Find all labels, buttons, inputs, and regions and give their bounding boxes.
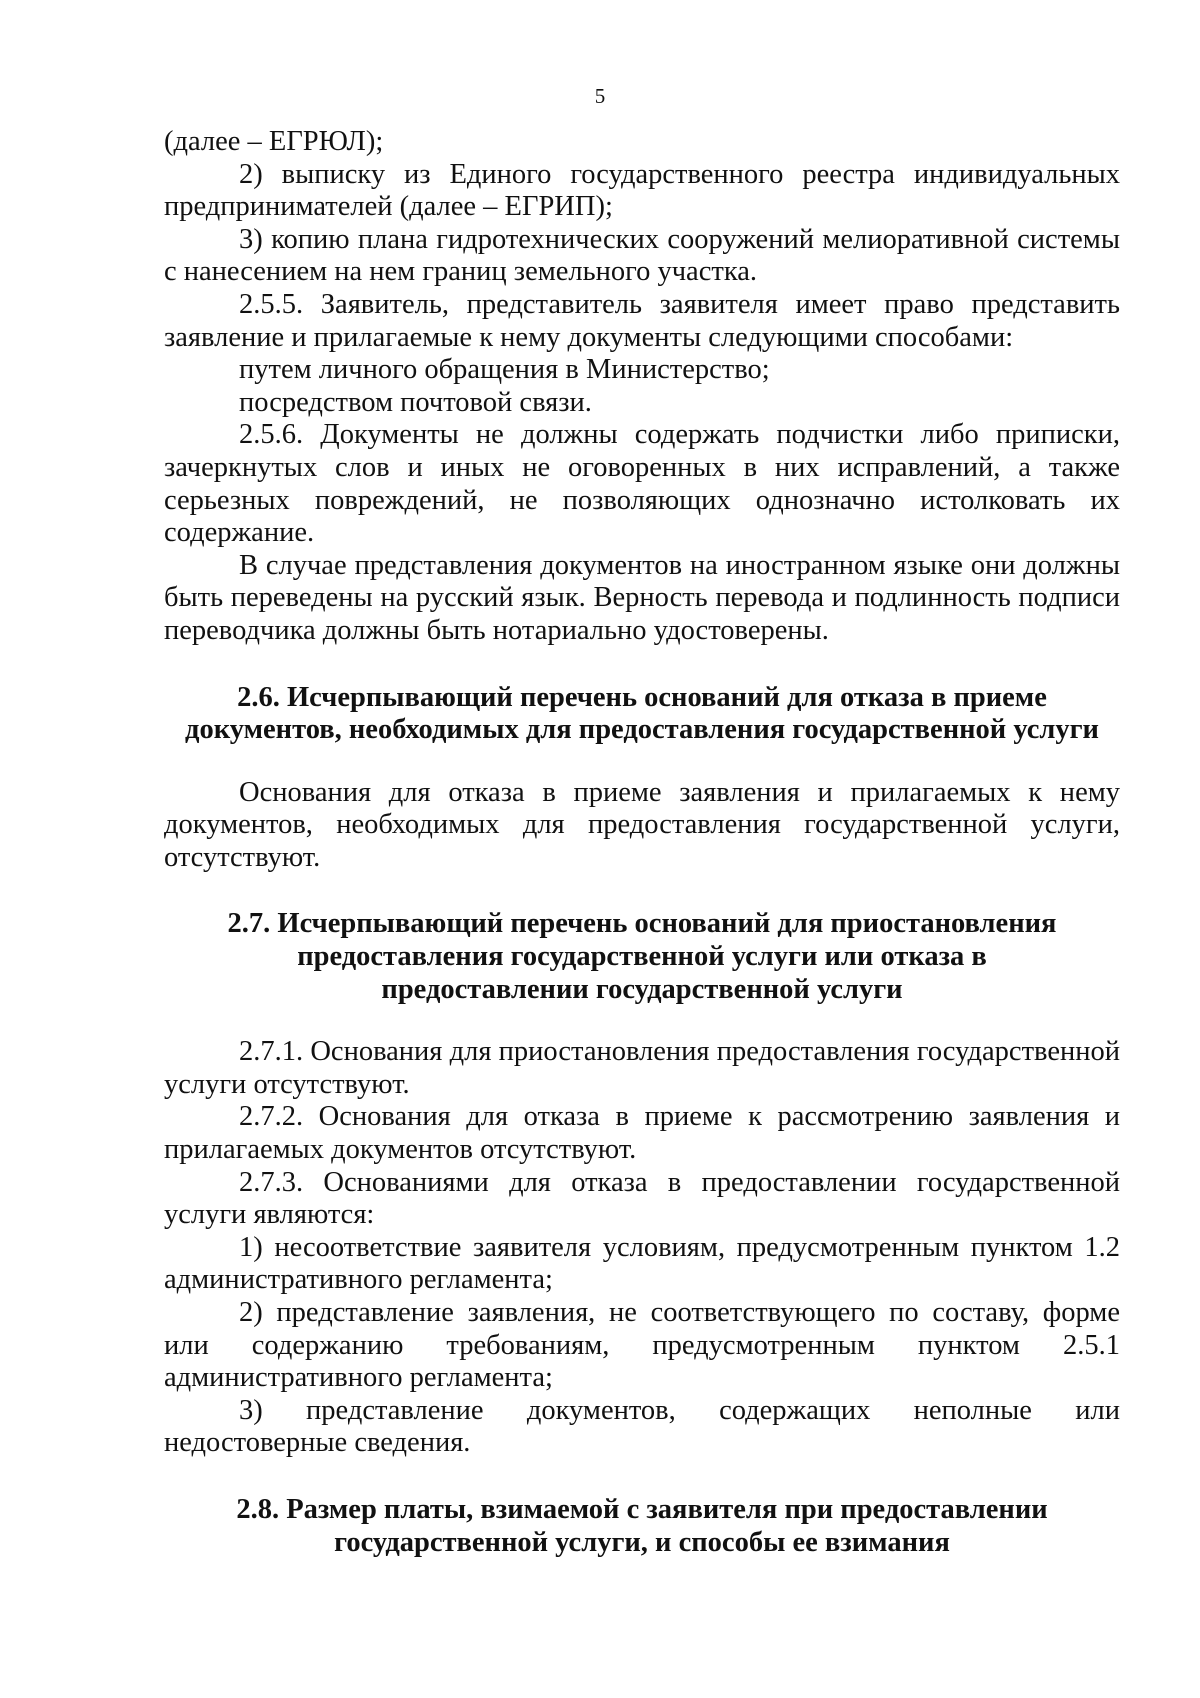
paragraph-2-6-text: Основания для отказа в приеме заявления и прилагаемых к нему документов, необходимых для предоставления государственной услуги, отсутствуют. [164, 776, 1120, 873]
paragraph-reason-2: 2) представление заявления, не соответствующего по составу, форме или содержанию требованиям, предусмотренным пунктом 2.5.1 административного регламента; [164, 1297, 1120, 1394]
page-number: 5 [594, 84, 606, 108]
heading-2-7-line-3: предоставлении государственной услуги [381, 973, 903, 1005]
paragraph-plan-copy: 3) копию плана гидротехнических сооружений мелиоративной системы с нанесением на нем границ земельного участка. [164, 223, 1120, 288]
heading-2-6-line-1: 2.6. Исчерпывающий перечень оснований для отказа в приеме [237, 681, 1047, 713]
paragraph-2-5-5: 2.5.5. Заявитель, представитель заявителя имеет право представить заявление и прилагаемые к нему документы следующими способами: [164, 288, 1120, 353]
heading-2-8-line-2: государственной услуги, и способы ее взимания [334, 1526, 950, 1558]
paragraph-reason-1: 1) несоответствие заявителя условиям, предусмотренным пунктом 1.2 административного регламента; [164, 1231, 1120, 1296]
paragraph-2-7-2: 2.7.2. Основания для отказа в приеме к рассмотрению заявления и прилагаемых документов отсутствуют. [164, 1101, 1120, 1166]
heading-2-8 [164, 1494, 1120, 1559]
paragraph-2-7-1: 2.7.1. Основания для приостановления предоставления государственной услуги отсутствуют. [164, 1036, 1120, 1100]
paragraph-personal-visit: путем личного обращения в Министерство; [239, 354, 770, 386]
paragraph-reason-3: 3) представление документов, содержащих неполные или недостоверные сведения. [164, 1394, 1120, 1459]
paragraph-2-5-6: 2.5.6. Документы не должны содержать подчистки либо приписки, зачеркнутых слов и иных не оговоренных в них исправлений, а также серьезных повреждений, не позволяющих однозначно истолковать их содержание. [164, 419, 1120, 549]
document-body [164, 126, 1120, 1559]
heading-2-7 [164, 908, 1120, 1006]
paragraph-egrul-note: (далее – ЕГРЮЛ); [164, 126, 384, 157]
paragraph-2-7-3: 2.7.3. Основаниями для отказа в предоставлении государственной услуги являются: [164, 1166, 1120, 1231]
heading-2-6-line-2: документов, необходимых для предоставления государственной услуги [185, 714, 1099, 746]
paragraph-postal: посредством почтовой связи. [239, 386, 592, 418]
heading-2-7-line-1: 2.7. Исчерпывающий перечень оснований для приостановления [227, 908, 1057, 940]
paragraph-foreign-language: В случае представления документов на иностранном языке они должны быть переведены на русский язык. Верность перевода и подлинность подписи переводчика должны быть нотариально удостоверены. [164, 549, 1120, 646]
heading-2-8-line-1: 2.8. Размер платы, взимаемой с заявителя при предоставлении [236, 1493, 1048, 1525]
heading-2-7-line-2: предоставления государственной услуги или отказа в [297, 941, 987, 973]
heading-2-6 [164, 682, 1120, 747]
paragraph-egrip-extract: 2) выписку из Единого государственного реестра индивидуальных предпринимателей (далее – ЕГРИП); [164, 158, 1120, 223]
